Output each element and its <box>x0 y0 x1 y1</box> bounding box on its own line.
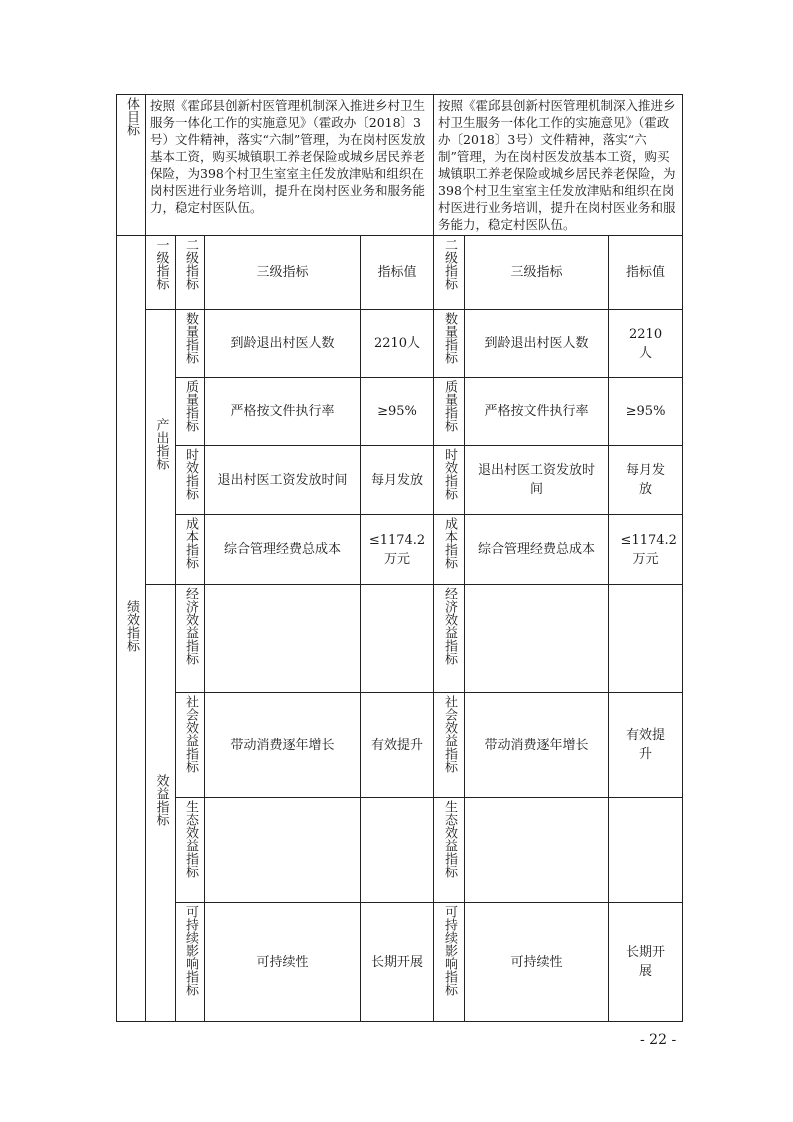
table-row <box>117 585 683 693</box>
value-left <box>361 798 434 903</box>
header-level3-right: 三级指标 <box>465 236 609 310</box>
value-right: 长期开展 <box>609 903 683 1022</box>
section-label: 绩效指标 <box>124 599 139 652</box>
l2-label: 经济效益指标 <box>183 587 198 665</box>
section-label-cell <box>117 236 146 1022</box>
table-row <box>117 515 683 585</box>
l3-left: 退出村医工资发放时间 <box>205 446 361 515</box>
l3-left <box>205 798 361 903</box>
l2-label: 时效指标 <box>442 448 458 500</box>
header-level2-right: 二级指标 <box>434 236 465 310</box>
l3-left: 综合管理经费总成本 <box>205 515 361 585</box>
l3-left <box>205 585 361 693</box>
value-right <box>609 798 683 903</box>
table-row <box>117 310 683 378</box>
header-level2-left: 二级指标 <box>176 236 205 310</box>
table-row <box>117 798 683 903</box>
value-left: 长期开展 <box>361 903 434 1022</box>
l3-right: 到龄退出村医人数 <box>465 310 609 378</box>
group-benefit-cell <box>146 585 176 1022</box>
l3-right: 严格按文件执行率 <box>465 378 609 446</box>
goal-label: 体目标 <box>124 97 139 136</box>
value-left <box>361 585 434 693</box>
l2-label: 数量指标 <box>183 312 198 364</box>
header-level1: 一级指标 <box>146 236 176 310</box>
header-value-right: 指标值 <box>609 236 683 310</box>
l2-label: 可持续影响指标 <box>183 905 198 996</box>
group-label-benefit: 效益指标 <box>153 774 169 826</box>
group-label-output: 产出指标 <box>153 418 169 470</box>
table-row <box>117 378 683 446</box>
value-right <box>609 585 683 693</box>
l3-left: 可持续性 <box>205 903 361 1022</box>
value-left: ≤1174.2万元 <box>361 515 434 585</box>
l2-label: 社会效益指标 <box>183 695 198 773</box>
l3-right <box>465 585 609 693</box>
l2-label: 数量指标 <box>442 312 458 364</box>
value-right: 2210人 <box>609 310 683 378</box>
header-value-left: 指标值 <box>361 236 434 310</box>
l2-label: 生态效益指标 <box>442 800 458 878</box>
value-right: 每月发放 <box>609 446 683 515</box>
l3-right: 带动消费逐年增长 <box>465 693 609 798</box>
header-level3-left: 三级指标 <box>205 236 361 310</box>
l2-label: 质量指标 <box>442 380 458 432</box>
table-row <box>117 903 683 1022</box>
value-right: 有效提升 <box>609 693 683 798</box>
table-row <box>117 446 683 515</box>
goal-label-cell <box>117 95 146 236</box>
value-left: ≥95% <box>361 378 434 446</box>
l3-right: 退出村医工资发放时间 <box>465 446 609 515</box>
l2-label: 成本指标 <box>183 517 198 569</box>
performance-table <box>116 94 683 1022</box>
value-left: 有效提升 <box>361 693 434 798</box>
l3-right: 综合管理经费总成本 <box>465 515 609 585</box>
l2-label: 经济效益指标 <box>442 587 458 665</box>
value-right: ≤1174.2万元 <box>609 515 683 585</box>
l3-left: 严格按文件执行率 <box>205 378 361 446</box>
goal-text-right: 按照《霍邱县创新村医管理机制深入推进乡村卫生服务一体化工作的实施意见》（霍政办〔2018〕3号）文件精神，落实“六制”管理，为在岗村医发放基本工资，购买城镇职工养老保险或城乡居民养老保险，为398个村卫生室室主任发放津贴和组织在岗村医进行业务培训，提升在岗村医业务和服务能力，稳定村医队伍。 <box>434 95 683 236</box>
l3-right <box>465 798 609 903</box>
l3-right: 可持续性 <box>465 903 609 1022</box>
l2-label: 成本指标 <box>442 517 458 569</box>
l3-left: 到龄退出村医人数 <box>205 310 361 378</box>
l2-label: 社会效益指标 <box>442 695 458 773</box>
l2-label: 可持续影响指标 <box>442 905 458 996</box>
group-output-cell <box>146 310 176 585</box>
value-left: 每月发放 <box>361 446 434 515</box>
value-right: ≥95% <box>609 378 683 446</box>
value-left: 2210人 <box>361 310 434 378</box>
l3-left: 带动消费逐年增长 <box>205 693 361 798</box>
goal-text-left: 按照《霍邱县创新村医管理机制深入推进乡村卫生服务一体化工作的实施意见》（霍政办〔2018〕3号）文件精神，落实“六制”管理，为在岗村医发放基本工资，购买城镇职工养老保险或城乡居民养老保险，为398个村卫生室室主任发放津贴和组织在岗村医进行业务培训，提升在岗村医业务和服务能力，稳定村医队伍。 <box>146 95 434 236</box>
l2-label: 时效指标 <box>183 448 198 500</box>
page-number: - 22 - <box>640 1032 677 1048</box>
l2-label: 生态效益指标 <box>183 800 198 878</box>
table-row <box>117 693 683 798</box>
l2-label: 质量指标 <box>183 380 198 432</box>
